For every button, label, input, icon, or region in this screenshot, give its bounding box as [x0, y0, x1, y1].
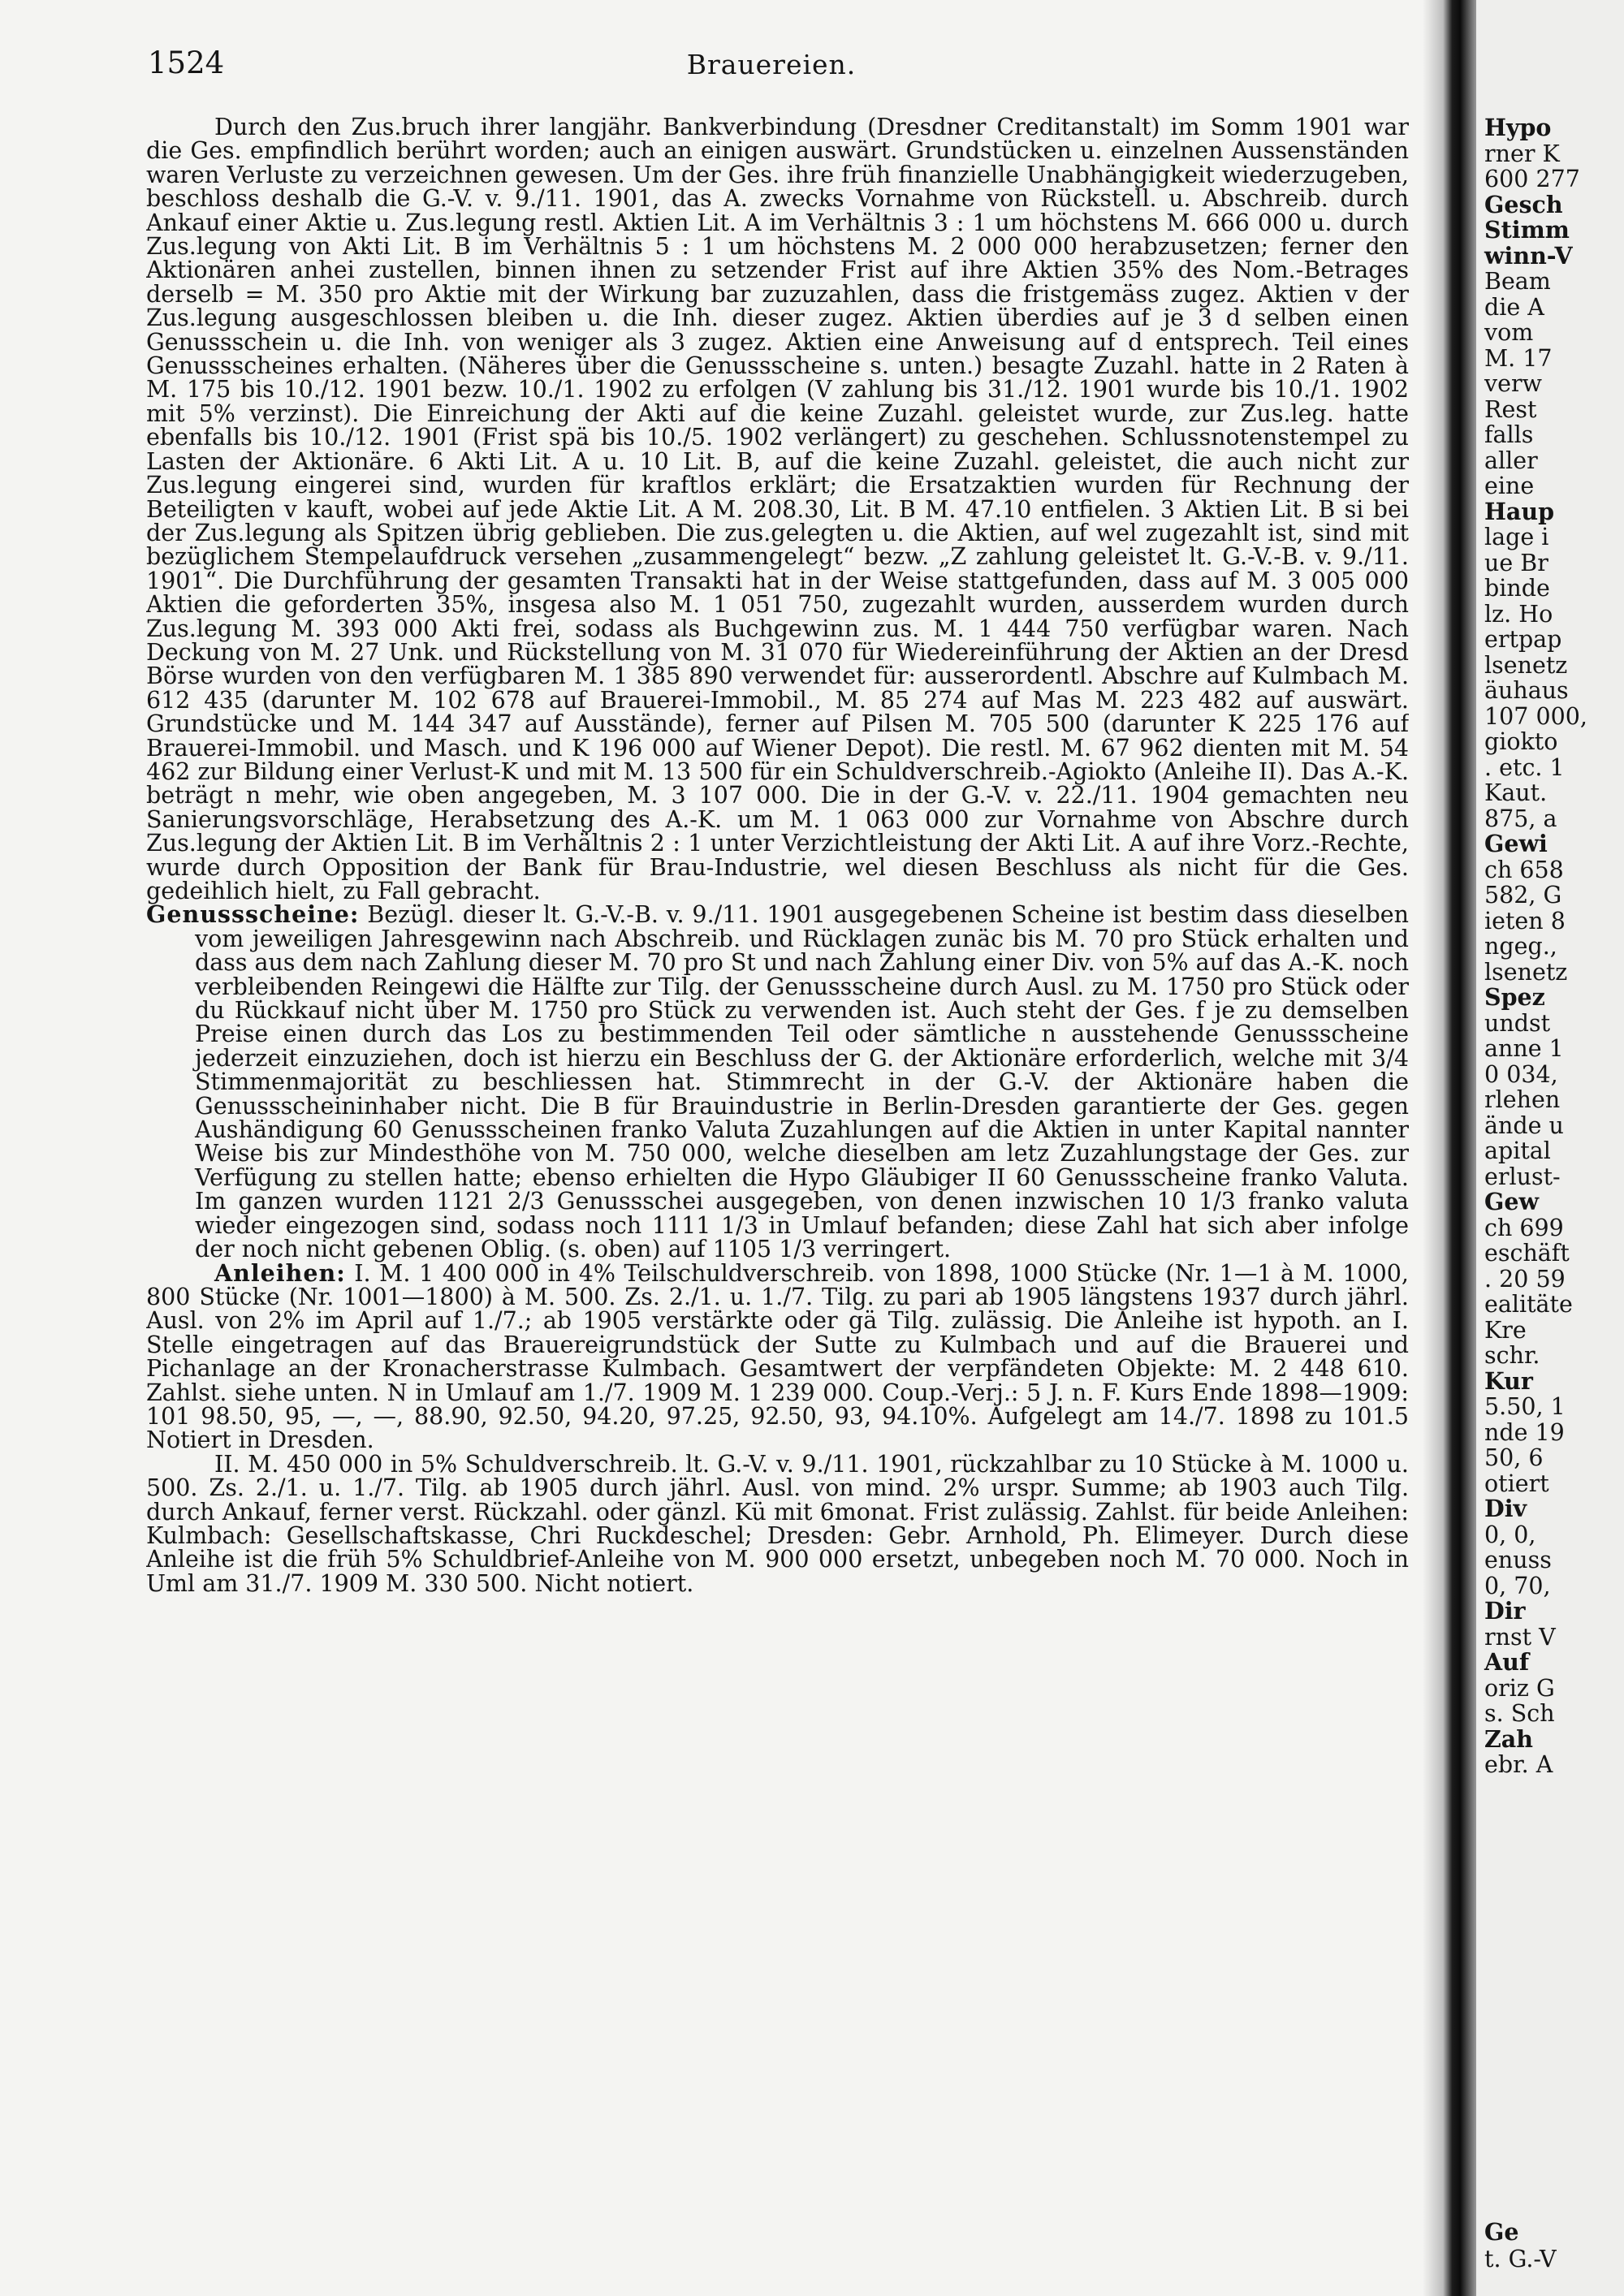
facing-page-line: Auf — [1484, 1648, 1530, 1676]
facing-page-line: anne 1 — [1484, 1035, 1564, 1062]
facing-page-line: erlust- — [1484, 1163, 1561, 1190]
genussscheine-heading: Genussscheine: — [146, 900, 360, 929]
facing-page-line: Gesch — [1484, 190, 1563, 218]
main-text-column — [146, 115, 1409, 2226]
genussscheine-text: Bezügl. dieser lt. G.-V.-B. v. 9./11. 1901 ausgegebenen Scheine ist bestim dass dieselben vom jeweiligen Jahresgewinn nach Abschreib. und Rücklagen zunäc bis M. 70 pro Stück erhalten und dass aus dem nach Zahlung dieser M. 70 pro St und nach Zahlung einer Div. von 5% auf das A.-K. noch verbleibenden Reingewi die Hälfte zur Tilg. der Genussscheine durch Ausl. zu M. 1750 pro Stück oder du Rückkauf nicht über M. 1750 pro Stück zu verwenden ist. Auch steht der Ges. f je zu demselben Preise einen durch das Los zu bestimmenden Teil oder sämtliche n ausstehende Genussscheine jederzeit einzuziehen, doch ist hierzu ein Beschluss der G. der Aktionäre erforderlich, welche mit 3/4 Stimmenmajorität zu beschliessen hat. Stimmrecht in der G.-V. der Aktionäre haben die Genussscheininhaber nicht. Die B für Brauindustrie in Berlin-Dresden garantierte der Ges. gegen Aushändigung 60 Genussscheinen franko Valuta Zuzahlungen auf die Aktien in unter Kapital nannter Weise bis zur Mindesthöhe von M. 750 000, welche dieselben am letz Zuzahlungstage der Ges. zur Verfügung zu stellen hatte; ebenso erhielten die Hypo Gläubiger II 60 Genussscheine franko Valuta. Im ganzen wurden 1121 2/3 Genussschei ausgegeben, von denen inzwischen 10 1/3 franko valuta wieder eingezogen sind, sodass noch 1111 1/3 in Umlauf befanden; diese Zahl hat sich aber infolge der noch nicht gebenen Oblig. (s. oben) auf 1105 1/3 verringert. — [195, 901, 1409, 1263]
facing-page-line: . 20 59 — [1484, 1265, 1566, 1293]
facing-page-line: Beam — [1484, 268, 1551, 295]
facing-page-line: Gewi — [1484, 830, 1548, 857]
facing-page-bottom — [1476, 2218, 1624, 2273]
book-gutter-shadow — [1423, 0, 1476, 2296]
facing-page-line: nde 19 — [1484, 1418, 1565, 1446]
facing-page-line: die A — [1484, 293, 1544, 321]
facing-page-line: ealitäte — [1484, 1291, 1573, 1318]
facing-page-line: . etc. 1 — [1484, 753, 1565, 781]
facing-page-line: Stimm — [1484, 216, 1570, 244]
facing-page-line: ände u — [1484, 1111, 1564, 1139]
facing-page-line: vom — [1484, 319, 1534, 346]
facing-page-line: 0, 70, — [1484, 1572, 1551, 1599]
facing-page-line: giokto — [1484, 728, 1558, 755]
facing-page-line: rner K — [1484, 140, 1560, 167]
facing-page-bottom-text: t. G.-V — [1484, 2246, 1557, 2272]
facing-page-line: ch 658 — [1484, 856, 1564, 883]
facing-page-line: winn-V — [1484, 241, 1573, 270]
facing-page-line: 0 034, — [1484, 1060, 1558, 1088]
facing-page-line: 600 277 — [1484, 166, 1580, 192]
facing-page-line: schr. — [1484, 1342, 1540, 1369]
facing-page-line: Spez — [1484, 983, 1545, 1011]
facing-page-line: enuss — [1484, 1547, 1552, 1573]
facing-page-line: lage i — [1484, 524, 1549, 550]
facing-page-line: 107 000, — [1484, 702, 1587, 730]
facing-page-line-fragments — [1476, 115, 1624, 1778]
facing-page-line: 50, 6 — [1484, 1444, 1544, 1471]
anleihen-heading: Anleihen: — [214, 1258, 346, 1287]
facing-page-line: ch 699 — [1484, 1214, 1564, 1241]
facing-page-line: Gew — [1484, 1188, 1540, 1215]
intro-paragraph: Durch den Zus.bruch ihrer langjähr. Bankverbindung (Dresdner Creditanstalt) im Somm 1901 war die Ges. empfindlich berührt worden; auch an einigen auswärt. Grundstücken u. einzelnen Aussenständen waren Verluste zu verzeichnen gewesen. Um der Ges. ihre früh finanzielle Unabhängigkeit wiederzugeben, beschloss deshalb die G.-V. v. 9./11. 1901, das A. zwecks Vornahme von Rückstell. u. Abschreib. durch Ankauf einer Aktie u. Zus.legung restl. Aktien Lit. A im Verhältnis 3 : 1 um höchstens M. 666 000 u. durch Zus.legung von Akti Lit. B im Verhältnis 5 : 1 um höchstens M. 2 000 000 herabzusetzen; ferner den Aktionären anhei zustellen, binnen ihnen zu setzender Frist auf ihre Aktien 35% des Nom.-Betrages derselb = M. 350 pro Aktie mit der Wirkung bar zuzuzahlen, dass die fristgemäss zugez. Aktien v der Zus.legung ausgeschlossen bleiben u. die Inh. dieser zugez. Aktien überdies auf je 3 d selben einen Genussschein u. die Inh. von weniger als 3 zugez. Aktien eine Anweisung auf d entsprech. Teil eines Genussscheines erhalten. (Näheres über die Genussscheine s. unten.) besagte Zuzahl. hatte in 2 Raten à M. 175 bis 10./12. 1901 bezw. 10./1. 1902 zu erfolgen (V zahlung bis 31./12. 1901 wurde bis 10./1. 1902 mit 5% verzinst). Die Einreichung der Akti auf die keine Zuzahl. geleistet wurde, zur Zus.leg. hatte ebenfalls bis 10./12. 1901 (Frist spä bis 10./5. 1902 verlängert) zu geschehen. Schlussnotenstempel zu Lasten der Aktionäre. 6 Akti Lit. A u. 10 Lit. B, auf die keine Zuzahl. geleistet, die auch nicht zur Zus.legung eingerei sind, wurden für kraftlos erklärt; die Ersatzaktien wurden für Rechnung der Beteiligten v kauft, wobei auf jede Aktie Lit. A M. 208.30, Lit. B M. 47.10 entfielen. 3 Aktien Lit. B si bei der Zus.legung als Spitzen übrig geblieben. Die zus.gelegten u. die Aktien, auf wel zugezahlt ist, sind mit bezüglichem Stempelaufdruck versehen „zusammengelegt“ bezw. „Z zahlung geleistet lt. G.-V.-B. v. 9./11. 1901“. Die Durchführung der gesamten Transakti hat in der Weise stattgefunden, dass auf M. 3 005 000 Aktien die geforderten 35%, insgesa also M. 1 051 750, zugezahlt wurden, ausserdem wurden durch Zus.legung M. 393 000 Akti frei, sodass als Buchgewinn zus. M. 1 444 750 verfügbar waren. Nach Deckung von M. 27 Unk. und Rückstellung von M. 31 070 für Wiedereinführung der Aktien an der Dresd Börse wurden von den verfügbaren M. 1 385 890 verwendet für: ausserordentl. Abschre auf Kulmbach M. 612 435 (darunter M. 102 678 auf Brauerei-Immobil., M. 85 274 auf Mas M. 223 482 auf auswärt. Grundstücke und M. 144 347 auf Ausstände), ferner auf Pilsen M. 705 500 (darunter K 225 176 auf Brauerei-Immobil. und Masch. und K 196 000 auf Wiener Depot). Die restl. M. 67 962 dienten mit M. 54 462 zur Bildung einer Verlust-K und mit M. 13 500 für ein Schuldverschreib.-Agiokto (Anleihe II). Das A.-K. beträgt n mehr, wie oben angegeben, M. 3 107 000. Die in der G.-V. v. 22./11. 1904 gemachten neu Sanierungsvorschläge, Herabsetzung des A.-K. um M. 1 063 000 zur Vornahme von Abschre durch Zus.legung der Aktien Lit. B im Verhältnis 2 : 1 unter Verzichtleistung der Akti Lit. A auf ihre Vorz.-Rechte, wurde durch Opposition der Bank für Brau-Industrie, wel diesen Beschluss als nicht für die Ges. gedeihlich hielt, zu Fall gebracht. — [146, 115, 1409, 904]
page-number: 1524 — [148, 45, 225, 80]
facing-page-line: verw — [1484, 370, 1542, 397]
facing-page-line: Haup — [1484, 497, 1555, 525]
facing-page-line: eine — [1484, 473, 1535, 499]
facing-page-line: oriz G — [1484, 1674, 1555, 1702]
facing-page-line: Hypo — [1484, 114, 1552, 141]
facing-page-line: rnst V — [1484, 1623, 1556, 1651]
facing-page-line: 5.50, 1 — [1484, 1393, 1566, 1420]
page-header — [146, 45, 1397, 94]
anleihen-section — [146, 1258, 1409, 1454]
facing-page-line: aller — [1484, 447, 1538, 474]
facing-page-line: eschäft — [1484, 1240, 1570, 1267]
facing-page-bottom-heading: Ge — [1484, 2218, 1519, 2246]
facing-page-line: Rest — [1484, 395, 1537, 423]
genussscheine-section — [146, 900, 1409, 1263]
facing-page-line: Div — [1484, 1495, 1527, 1522]
facing-page-line: 582, G — [1484, 882, 1562, 908]
facing-page-line: Kur — [1484, 1366, 1533, 1395]
anleihe-two-paragraph: II. M. 450 000 in 5% Schuldverschreib. lt. G.-V. v. 9./11. 1901, rückzahlbar zu 10 Stücke à M. 1000 u. 500. Zs. 2./1. u. 1./7. Tilg. ab 1905 durch jährl. Ausl. von mind. 2% urspr. Summe; ab 1903 auch Tilg. durch Ankauf, ferner verst. Rückzahl. oder gänzl. Kü mit 6monat. Frist zulässig. Zahlst. für beide Anleihen: Kulmbach: Gesellschaftskasse, Chri Ruckdeschel; Dresden: Gebr. Arnhold, Ph. Elimeyer. Durch diese Anleihe ist die früh 5% Schuldbrief-Anleihe von M. 900 000 ersetzt, unbegeben noch M. 70 000. Noch in Uml am 31./7. 1909 M. 330 500. Nicht notiert. — [146, 1450, 1409, 1597]
facing-page-line: undst — [1484, 1009, 1551, 1037]
facing-page-line: 875, a — [1484, 805, 1557, 832]
facing-page-line: Kre — [1484, 1316, 1527, 1344]
facing-page-line: otiert — [1484, 1470, 1549, 1497]
facing-page-line: Zah — [1484, 1724, 1533, 1753]
facing-page-line: ertpap — [1484, 626, 1562, 653]
facing-page-line: lsenetz — [1484, 651, 1568, 679]
facing-page-line: äuhaus — [1484, 677, 1569, 704]
facing-page-line: apital — [1484, 1137, 1551, 1164]
facing-page-line: M. 17 — [1484, 344, 1553, 372]
facing-page-line: s. Sch — [1484, 1700, 1555, 1727]
facing-page-line: ebr. A — [1484, 1751, 1553, 1778]
anleihen-text: I. M. 1 400 000 in 4% Teilschuldverschreib. von 1898, 1000 Stücke (Nr. 1—1 à M. 1000, 800 Stücke (Nr. 1001—1800) à M. 500. Zs. 2./1. u. 1./7. Tilg. zu pari ab 1905 längstens 1937 durch jährl. Ausl. von 2% im April auf 1./7.; ab 1905 verstärkte oder gä Tilg. zulässig. Die Anleihe ist hypoth. an I. Stelle eingetragen auf das Brauereigrundstück der Sutte zu Kulmbach und auf die Brauerei und Pichanlage an der Kronacherstrasse Kulmbach. Gesamtwert der verpfändeten Objekte: M. 2 448 610. Zahlst. siehe unten. N in Umlauf am 1./7. 1909 M. 1 239 000. Coup.-Verj.: 5 J. n. F. Kurs Ende 1898—1909: 101 98.50, 95, —, —, 88.90, 92.50, 94.20, 97.25, 92.50, 93, 94.10%. Aufgelegt am 14./7. 1898 zu 101.5 Notiert in Dresden. — [146, 1259, 1409, 1454]
facing-page-line: binde — [1484, 575, 1550, 602]
running-title: Brauereien. — [686, 49, 857, 80]
facing-page-line: lsenetz — [1484, 958, 1568, 986]
facing-page-line: ngeg., — [1484, 933, 1557, 960]
facing-page-line: rlehen — [1484, 1086, 1561, 1113]
facing-page-line: 0, 0, — [1484, 1521, 1536, 1548]
facing-page-line: Kaut. — [1484, 779, 1548, 806]
facing-page-line: ue Br — [1484, 549, 1548, 576]
facing-page-line: Dir — [1484, 1597, 1526, 1625]
facing-page-line: lz. Ho — [1484, 600, 1553, 628]
facing-page-line: ieten 8 — [1484, 907, 1566, 934]
facing-page-line: falls — [1484, 421, 1534, 448]
facing-page-fragment — [1476, 0, 1624, 2296]
